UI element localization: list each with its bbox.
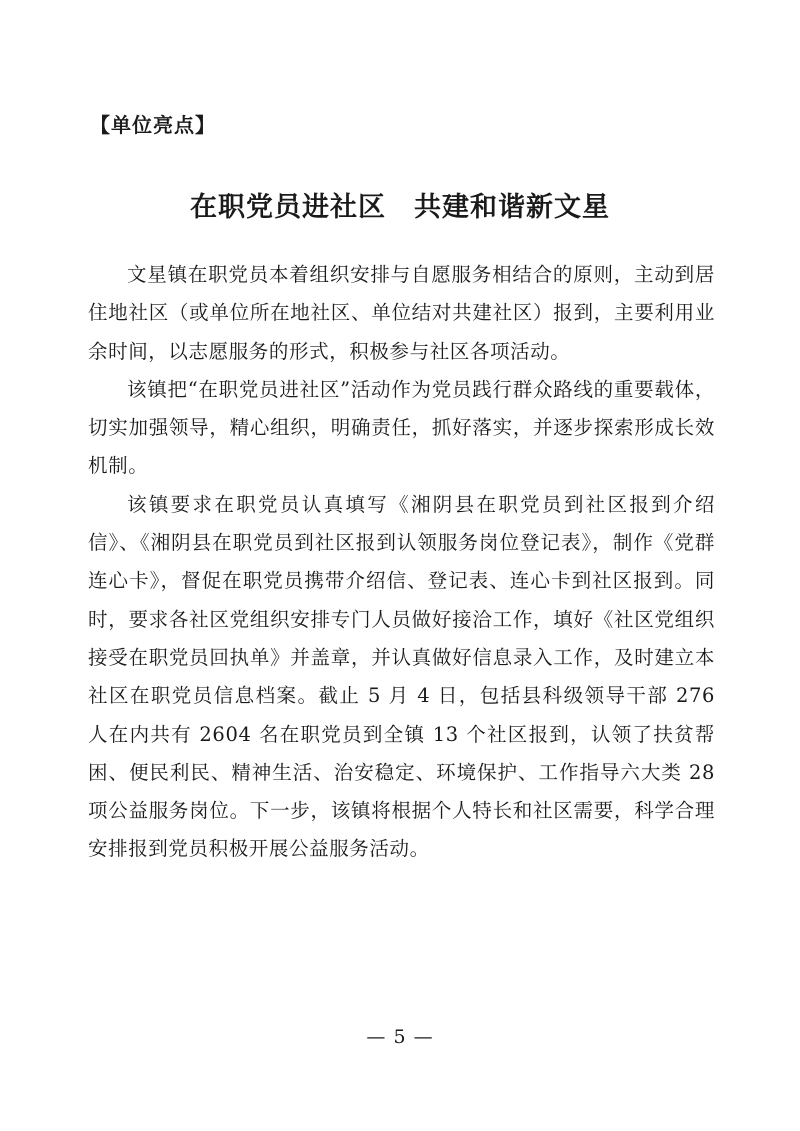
paragraph-1: 文星镇在职党员本着组织安排与自愿服务相结合的原则，主动到居住地社区（或单位所在地社区、单位结对共建社区）报到，主要利用业余时间，以志愿服务的形式，积极参与社区各项活动。	[88, 263, 715, 363]
page-number: — 5 —	[366, 1026, 434, 1048]
paragraph-2: 该镇把“在职党员进社区”活动作为党员践行群众路线的重要载体，切实加强领导，精心组织，明确责任，抓好落实，并逐步探索形成长效机制。	[88, 377, 715, 478]
section-tag: 【单位亮点】	[90, 113, 216, 137]
page-title: 在职党员进社区 共建和谐新文星	[190, 192, 610, 224]
article-body	[88, 256, 715, 869]
paragraph-3: 该镇要求在职党员认真填写《湘阴县在职党员到社区报到介绍信》、《湘阴县在职党员到社区报到认领服务岗位登记表》，制作《党群连心卡》，督促在职党员携带介绍信、登记表、连心卡到社区报到。同时，要求各社区党组织安排专门人员做好接洽工作，填好《社区党组织接受在职党员回执单》并盖章，并认真做好信息录入工作，及时建立本社区在职党员信息档案。截止 5 月 4 日，包括县科级领导干部 276 人在内共有 2604 名在职党员到全镇 13 个社区报到，认领了扶贫帮困、便民利民、精神生活、治安稳定、环境保护、工作指导六大类 28 项公益服务岗位。下一步，该镇将根据个人特长和社区需要，科学合理安排报到党员积极开展公益服务活动。	[88, 492, 715, 861]
